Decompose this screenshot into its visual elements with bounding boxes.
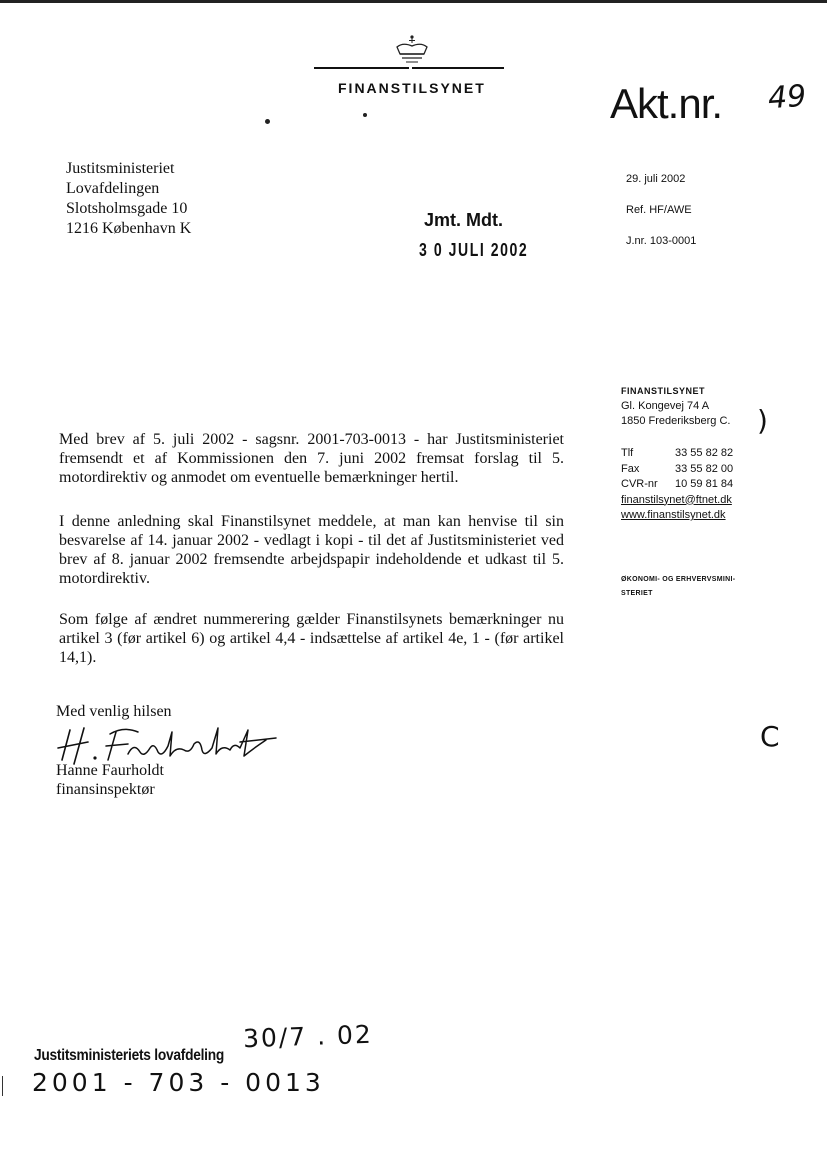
body-paragraph: I denne anledning skal Finanstilsynet meddele, at man kan henvise til sin besvarelse af 14. januar 2002 - vedlagt i kopi - til det af Justitsministeriet ved brev af 8. januar 2002 fremsendte arbejdspapir indeholdende et udkast til 5. motordirektiv. xyxy=(59,513,564,587)
signatory-title: finansinspektør xyxy=(56,781,155,798)
letter-date: 29. juli 2002 xyxy=(626,173,686,185)
sender-address xyxy=(621,384,730,429)
sender-city: 1850 Frederiksberg C. xyxy=(621,415,731,427)
website-link[interactable]: www.finanstilsynet.dk xyxy=(621,509,726,521)
scan-edge-mark xyxy=(2,1076,3,1096)
akt-label: Akt.nr. xyxy=(610,80,723,127)
scan-top-border xyxy=(0,0,827,3)
contact-label: Fax xyxy=(621,462,640,475)
body-paragraph: Som følge af ændret nummerering gælder Finanstilsynets bemærkninger nu artikel 3 (før artikel 6) og artikel 4,4 - indsættelse af artikel 4e, 1 - (før artikel 14,1). xyxy=(59,611,564,666)
sender-street: Gl. Kongevej 74 A xyxy=(621,400,710,412)
recipient-line: Slotsholmsgade 10 xyxy=(66,200,188,217)
contact-label: Tlf xyxy=(621,447,634,459)
footer-label: Justitsministeriets lovafdeling xyxy=(34,1047,225,1064)
contact-row xyxy=(621,462,733,478)
received-stamp-date: 3 0 JULI 2002 xyxy=(419,240,529,260)
handwritten-signature xyxy=(54,720,284,768)
contact-value: 33 55 82 00 xyxy=(675,462,734,475)
signatory-name: Hanne Faurholdt xyxy=(56,762,164,779)
sender-name: FINANSTILSYNET xyxy=(621,386,706,396)
contact-value: 10 59 81 84 xyxy=(675,478,734,490)
ministry-name: ØKONOMI- OG ERHVERVSMINI-STERIET xyxy=(621,576,736,597)
contact-value: 33 55 82 82 xyxy=(675,447,734,459)
contact-row xyxy=(621,477,733,493)
recipient-address xyxy=(66,159,191,239)
email-link[interactable]: finanstilsynet@ftnet.dk xyxy=(621,493,732,506)
crown-icon xyxy=(383,34,441,66)
reference: Ref. HF/AWE xyxy=(626,204,692,216)
scan-mark: C xyxy=(760,720,780,753)
recipient-line: Justitsministeriet xyxy=(66,160,175,177)
handwritten-date: 30/7 . 02 xyxy=(242,1019,374,1054)
contact-row xyxy=(621,446,733,462)
contact-label: CVR-nr xyxy=(621,478,658,490)
letterhead-org-name: FINANSTILSYNET xyxy=(338,80,486,96)
recipient-line: Lovafdelingen xyxy=(66,180,160,197)
recipient-line: 1216 København K xyxy=(66,220,192,237)
akt-number-handwritten: 49 xyxy=(766,78,808,117)
scan-speck xyxy=(265,119,270,124)
sender-contacts xyxy=(621,446,733,524)
logo-rule xyxy=(412,67,504,69)
received-stamp-title: Jmt. Mdt. xyxy=(424,210,503,230)
handwritten-case-number: 2001 - 703 - 0013 xyxy=(32,1068,325,1097)
closing-greeting: Med venlig hilsen xyxy=(56,703,172,720)
scan-speck xyxy=(363,113,367,117)
scan-mark: ) xyxy=(757,404,768,437)
journal-number: J.nr. 103-0001 xyxy=(626,235,697,247)
body-paragraph: Med brev af 5. juli 2002 - sagsnr. 2001-703-0013 - har Justitsministeriet fremsendt et af Kommissionen den 7. juni 2002 fremsat forslag til 5. motordirektiv og anmodet om eventuelle bemærkninger hertil. xyxy=(59,431,564,486)
logo-rule xyxy=(314,67,409,69)
